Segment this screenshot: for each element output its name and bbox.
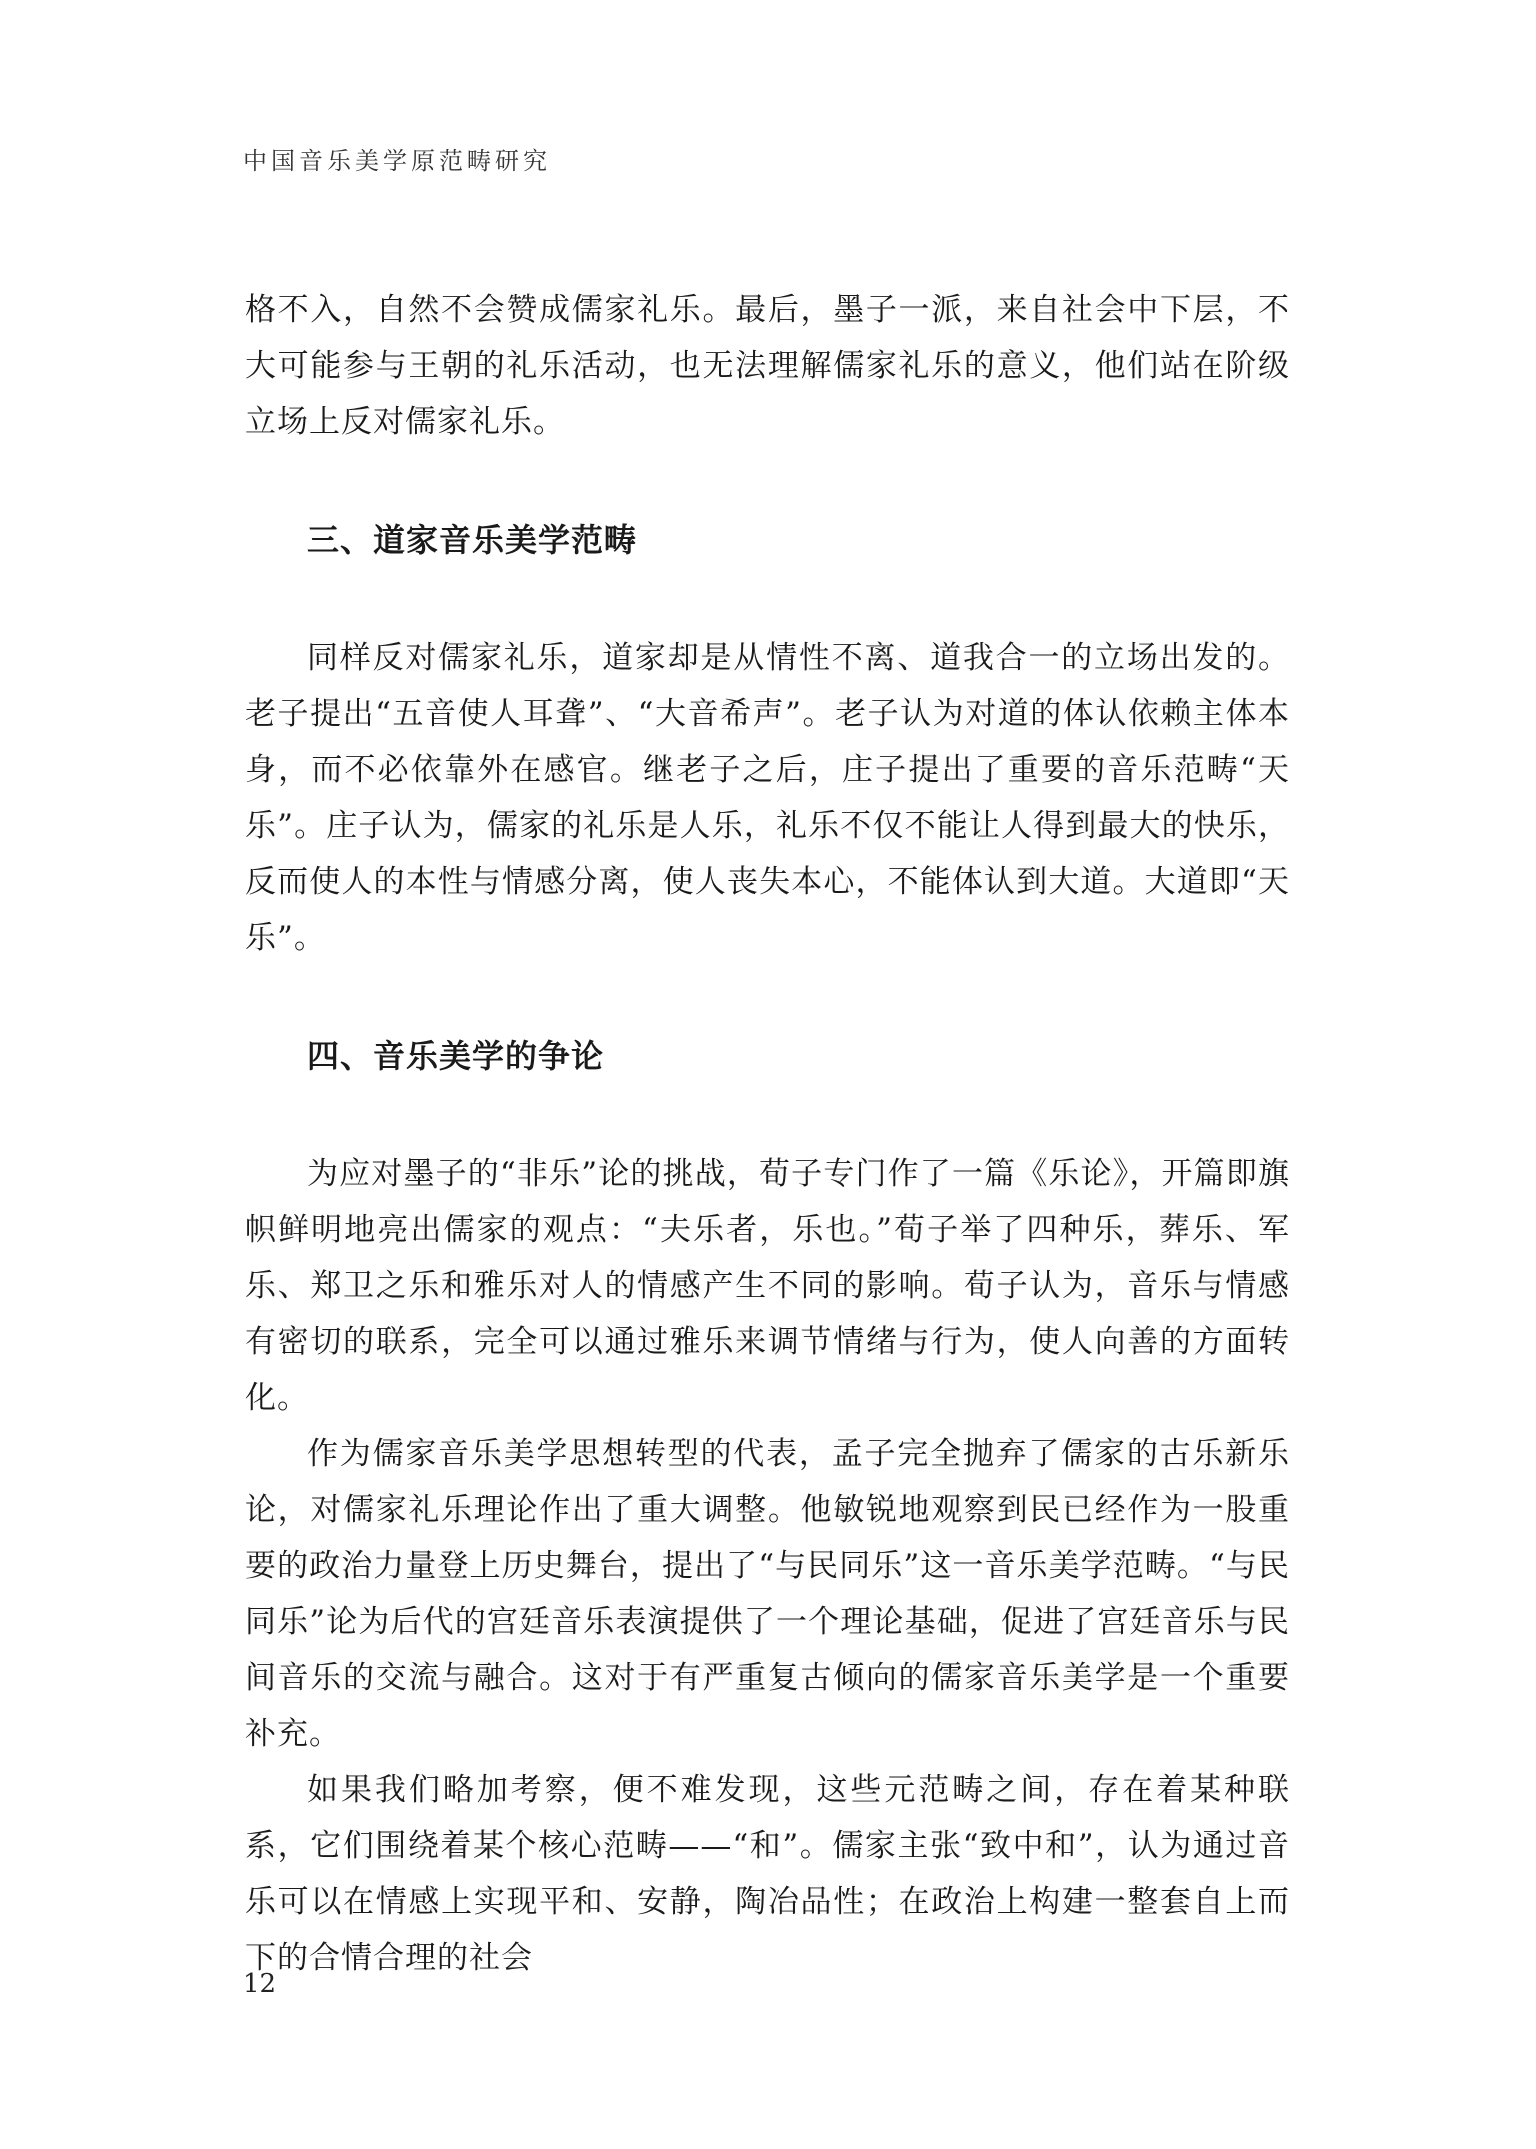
- running-header: 中国音乐美学原范畴研究: [243, 147, 551, 175]
- paragraph-daoist: 同样反对儒家礼乐，道家却是从情性不离、道我合一的立场出发的。老子提出“五音使人耳聋”、“大音希声”。老子认为对道的体认依赖主体本身，而不必依靠外在感官。继老子之后，庄子提出了重要的音乐范畴“天乐”。庄子认为，儒家的礼乐是人乐，礼乐不仅不能让人得到最大的快乐，反而使人的本性与情感分离，使人丧失本心，不能体认到大道。大道即“天乐”。: [245, 640, 1290, 956]
- section-heading-daoist: 三、道家音乐美学范畴: [307, 521, 638, 559]
- paragraph-mencius: 作为儒家音乐美学思想转型的代表，孟子完全抛弃了儒家的古乐新乐论，对儒家礼乐理论作出了重大调整。他敏锐地观察到民已经作为一股重要的政治力量登上历史舞台，提出了“与民同乐”这一音乐美学范畴。“与民同乐”论为后代的宫廷音乐表演提供了一个理论基础，促进了宫廷音乐与民间音乐的交流与融合。这对于有严重复古倾向的儒家音乐美学是一个重要补充。: [245, 1436, 1290, 1752]
- paragraph-harmony: 如果我们略加考察，便不难发现，这些元范畴之间，存在着某种联系，它们围绕着某个核心范畴——“和”。儒家主张“致中和”，认为通过音乐可以在情感上实现平和、安静，陶冶品性；在政治上构建一整套自上而下的合情合理的社会: [245, 1772, 1290, 1976]
- page-number: 12: [243, 1969, 277, 1999]
- page-body: [245, 282, 1290, 1986]
- paragraph-xunzi: 为应对墨子的“非乐”论的挑战，荀子专门作了一篇《乐论》，开篇即旗帜鲜明地亮出儒家的观点：“夫乐者，乐也。”荀子举了四种乐，葬乐、军乐、郑卫之乐和雅乐对人的情感产生不同的影响。荀子认为，音乐与情感有密切的联系，完全可以通过雅乐来调节情绪与行为，使人向善的方面转化。: [245, 1156, 1290, 1416]
- section-heading-debate: 四、音乐美学的争论: [307, 1037, 605, 1075]
- paragraph-continued: 格不入，自然不会赞成儒家礼乐。最后，墨子一派，来自社会中下层，不大可能参与王朝的礼乐活动，也无法理解儒家礼乐的意义，他们站在阶级立场上反对儒家礼乐。: [245, 292, 1290, 440]
